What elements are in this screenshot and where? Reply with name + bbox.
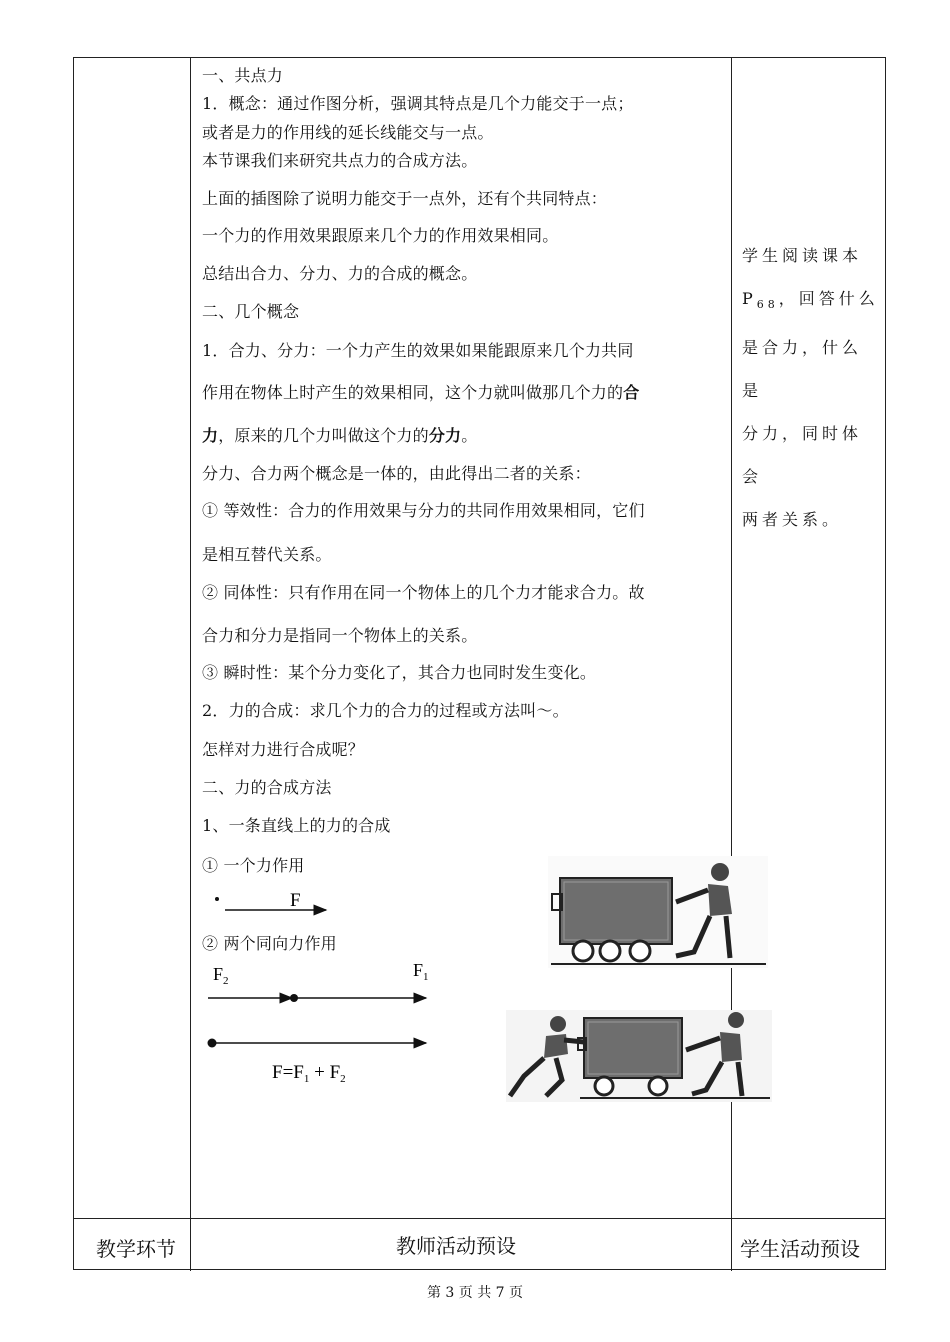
force-label-f1: $F_1$ (413, 960, 429, 983)
text-line: 是相互替代关系。 (202, 545, 332, 564)
side-line: 是合力，什么是 (742, 338, 863, 401)
text-line: 本节课我们来研究共点力的合成方法。 (202, 151, 478, 170)
text-span: ，原来的几个力叫做这个力的 (218, 426, 429, 445)
text-line: 2．力的合成：求几个力的合力的过程或方法叫～。 (202, 701, 569, 720)
bold-term: 力 (202, 426, 219, 445)
text-line: 或者是力的作用线的延长线能交与一点。 (202, 123, 494, 142)
pull-cart-illustration (548, 856, 768, 968)
side-span: P (742, 289, 757, 308)
text-line: 分力、合力两个概念是一体的，由此得出二者的关系： (202, 464, 591, 483)
side-line (742, 277, 880, 326)
text-line (202, 423, 477, 446)
bold-term: 分力 (428, 426, 462, 445)
force-label-f2: $F_2$ (213, 964, 229, 987)
text-line: 1．合力、分力：一个力产生的效果如果能跟原来几个力共同 (202, 341, 634, 360)
text-span: 作用在物体上时产生的效果相同，这个力就叫做那几个力的 (202, 383, 624, 402)
heading-composition-methods: 二、力的合成方法 (202, 778, 332, 797)
point-dot (215, 897, 219, 901)
text-span: 。 (461, 426, 478, 445)
heading-concepts: 二、几个概念 (202, 302, 300, 321)
footer-teaching-stage: 教学环节 (96, 1237, 176, 1261)
push-pull-cart-illustration (506, 1010, 772, 1102)
force-label-f: F (290, 890, 301, 911)
force-diagram (200, 880, 440, 1090)
student-activity-cell (742, 234, 880, 541)
text-line: ① 一个力作用 (202, 856, 305, 875)
text-line: 上面的插图除了说明力能交于一点外，还有个共同特点： (202, 189, 608, 208)
text-line: 合力和分力是指同一个物体上的关系。 (202, 626, 478, 645)
text-line: 总结出合力、分力、力的合成的概念。 (202, 264, 478, 283)
footer-student-activity: 学生活动预设 (740, 1237, 860, 1261)
subscript: 68 (756, 298, 779, 312)
row-divider (74, 1218, 885, 1219)
text-line: 怎样对力进行合成呢？ (202, 740, 365, 759)
bold-term: 合 (623, 383, 640, 402)
text-line: 一个力的作用效果跟原来几个力的作用效果相同。 (202, 226, 559, 245)
side-line: 两者关系。 (742, 510, 843, 530)
text-line: ② 两个同向力作用 (202, 934, 337, 953)
side-span: ，回答什么 (778, 289, 879, 308)
footer-teacher-activity: 教师活动预设 (396, 1234, 516, 1258)
resultant-equation: $F=F_1 + F_2$ (272, 1062, 346, 1085)
text-line: 1．概念：通过作图分析，强调其特点是几个力能交于一点； (202, 94, 634, 113)
column-divider (190, 58, 191, 1271)
side-line: 分力，同时体会 (742, 424, 863, 487)
heading-concurrent-forces: 一、共点力 (202, 66, 284, 85)
side-line: 学生阅读课本 (742, 246, 863, 265)
page-number: 第 3 页 共 7 页 (426, 1285, 524, 1301)
text-line: ② 同体性：只有作用在同一个物体上的几个力才能求合力。故 (202, 583, 645, 602)
text-line (202, 380, 639, 403)
text-line: ③ 瞬时性：某个分力变化了，其合力也同时发生变化。 (202, 663, 597, 682)
text-line: ① 等效性：合力的作用效果与分力的共同作用效果相同，它们 (202, 501, 645, 520)
text-line: 1、一条直线上的力的合成 (202, 816, 391, 835)
